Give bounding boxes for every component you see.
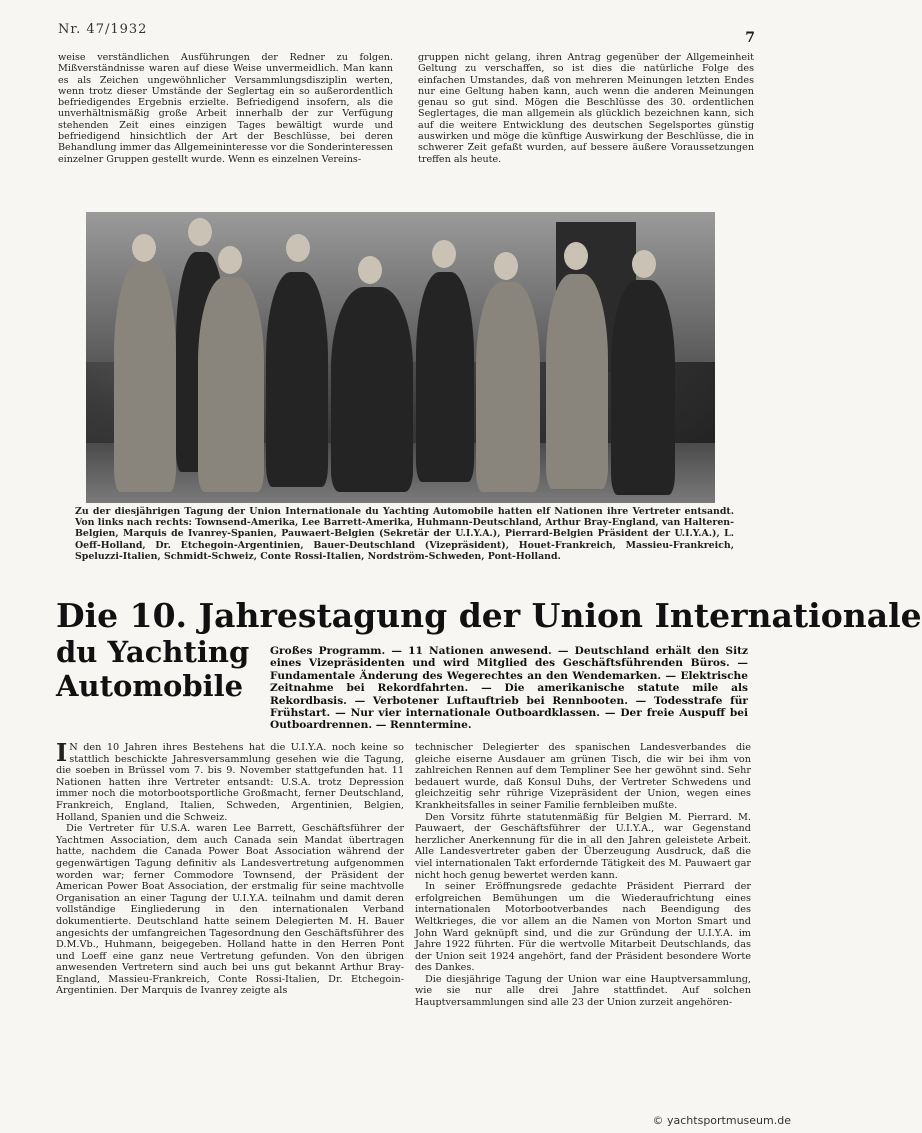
photo-figure	[416, 272, 474, 482]
photo-figure-head	[132, 234, 156, 262]
photo-figure-head	[286, 234, 310, 262]
top-right-paragraph: gruppen nicht gelang, ihren Antrag gegenüber der Allgemeinheit Geltung zu verschaffen, so ist dies die natürliche Folge des einfachen Umstandes, daß von mehreren Meinungen letzten Endes nur eine Geltung haben kann, auch wenn die anderen Meinungen genau so gut sind. Mögen die Beschlüsse des 30. ordentlichen Seglertages, die man allgemein als glücklich bezeichnen kann, sich auf die weitere Entwicklung des deutschen Segelsportes günstig auswirken und möge die künftige Auswirkung der Beschlüsse, die in schwerer Zeit gefaßt wurden, auf bessere äußere Voraussetzungen treffen als heute.	[418, 52, 754, 165]
photo-figure	[266, 272, 328, 487]
photo-figure	[198, 277, 264, 492]
body-left-column	[56, 738, 404, 997]
page-number: 7	[745, 30, 755, 46]
photo-figure	[476, 282, 540, 492]
photo-figure	[114, 262, 176, 492]
photo-figure-head	[494, 252, 518, 280]
photo-figure-head	[188, 218, 212, 246]
photo-figure-head	[358, 256, 382, 284]
photo-figure-head	[632, 250, 656, 278]
body-paragraph: In seiner Eröffnungsrede gedachte Präsident Pierrard der erfolgreichen Bemühungen um die Wiederaufrichtung eines internationalen Motorbootverbandes nach Beendigung des Weltkrieges, die vor allem an die Namen von Morton Smart und John Ward geknüpft sind, und die zur Gründung der U.I.Y.A. im Jahre 1922 führten. Für die wertvolle Mitarbeit Deutschlands, das der Union seit 1924 angehört, fand der Präsident besondere Worte des Dankes.	[415, 881, 751, 974]
body-paragraph-text: N den 10 Jahren ihres Bestehens hat die U.I.Y.A. noch keine so stattlich beschickte Jahresversammlung gesehen wie die Tagung, die soeben in Brüssel vom 7. bis 9. November stattgefunden hat. 11 Nationen hatten ihre Vertreter entsandt: U.S.A. trotz Depression immer noch die motorbootsportliche Großmacht, ferner Deutschland, Frankreich, England, Italien, Schweden, Argentinien, Belgien, Holland, Spanien und die Schweiz.	[56, 742, 404, 823]
top-left-column	[58, 52, 393, 165]
watermark: © yachtsportmuseum.de	[652, 1114, 791, 1127]
issue-number: Nr. 47/1932	[58, 22, 148, 37]
body-paragraph: Den Vorsitz führte statutenmäßig für Belgien M. Pierrard. M. Pauwaert, der Geschäftsführer der U.I.Y.A., war Gegenstand herzlicher Anerkennung für die in all den Jahren geleistete Arbeit. Alle Landesvertreter gaben der Überzeugung Ausdruck, daß die viel internationalen Takt erfordernde Tätigkeit des M. Pauwaert gar nicht hoch genug bewertet werden kann.	[415, 811, 751, 881]
photo-figure-head	[564, 242, 588, 270]
top-right-column	[418, 52, 754, 165]
photo-figure	[331, 287, 413, 492]
article-summary: Großes Programm. — 11 Nationen anwesend. — Deutschland erhält den Sitz eines Vizepräsidenten und wird Mitglied des Geschäftsführenden Büros. — Fundamentale Änderung des Wegerechtes an den Wendemarken. — Elektrische Zeitnahme bei Rekordfahrten. — Die amerikanische statute mile als Rekordbasis. — Verbotener Luftauftrieb bei Rennbooten. — Todesstrafe für Frühstart. — Nur vier internationale Outboardklassen. — Der freie Auspuff bei Outboardrennen. — Renntermine.	[270, 645, 748, 732]
body-paragraph	[56, 738, 404, 823]
article-headline: Die 10. Jahrestagung der Union Internationale	[56, 596, 922, 635]
top-left-paragraph: weise verständlichen Ausführungen der Redner zu folgen. Mißverständnisse waren auf diese Weise unvermeidlich. Man kann es als Zeichen ungewöhnlicher Versammlungsdisziplin werten, wenn trotz dieser Umstände der Seglertag ein so außerordentlich befriedigendes Ergebnis erzielte. Befriedigend insofern, als die unverhältnismäßig große Arbeit innerhalb der zur Verfügung stehenden Zeit eines einzigen Tages bewältigt wurde und befriedigend hinsichtlich der Art der Beschlüsse, bei deren Behandlung immer das Allgemeininteresse vor die Sonderinteressen einzelner Gruppen gestellt wurde. Wenn es einzelnen Vereins-	[58, 52, 393, 165]
article-headline-continued: du Yachting Automobile	[56, 635, 250, 703]
drop-cap: I	[56, 738, 68, 767]
body-right-column	[415, 742, 751, 1009]
photo-figure-head	[218, 246, 242, 274]
photo-figure	[546, 274, 608, 489]
body-paragraph: Die diesjährige Tagung der Union war eine Hauptversammlung, wie sie nur alle drei Jahre stattfindet. Auf solchen Hauptversammlungen sind alle 23 der Union zurzeit angehören-	[415, 973, 751, 1009]
photo-figure	[611, 280, 675, 495]
photo-caption: Zu der diesjährigen Tagung der Union Internationale du Yachting Automobile hatten elf Nationen ihre Vertreter entsandt. Von links nach rechts: Townsend-Amerika, Lee Barrett-Amerika, Huhmann-Deutschland, Arthur Bray-England, van Halteren-Belgien, Marquis de Ivanrey-Spanien, Pauwaert-Belgien (Sekretär der U.I.Y.A.), Pierrard-Belgien Präsident der U.I.Y.A.), L. Oeff-Holland, Dr. Etchegoin-Argentinien, Bauer-Deutschland (Vizepräsident), Houet-Frankreich, Massieu-Frankreich, Speluzzi-Italien, Schmidt-Schweiz, Conte Rossi-Italien, Nordström-Schweden, Pont-Holland.	[75, 506, 734, 562]
group-photo	[86, 212, 715, 503]
body-paragraph: Die Vertreter für U.S.A. waren Lee Barrett, Geschäftsführer der Yachtmen Association, dem auch Canada sein Mandat übertragen hatte, nachdem die Canada Power Boat Association während der gegenwärtigen Tagung definitiv als Landesvertretung aufgenommen worden war; ferner Commodore Townsend, der Präsident der American Power Boat Association, der erstmalig für seine machtvolle Organisation an einer Tagung der U.I.Y.A. teilnahm und damit deren vollständige Eingliederung in den internationalen Verband dokumentierte. Deutschland hatte seinem Delegierten M. H. Bauer angesichts der umfangreichen Tagesordnung den Geschäftsführer des D.M.Vb., Huhmann, beigegeben. Holland hatte in den Herren Pont und Loeff eine ganz neue Vertretung gefunden. Von den übrigen anwesenden Vertretern sind auch bei uns gut bekannt Arthur Bray-England, Massieu-Frankreich, Conte Rossi-Italien, Dr. Etchegoin-Argentinien. Der Marquis de Ivanrey zeigte als	[56, 823, 404, 997]
photo-figure-head	[432, 240, 456, 268]
body-paragraph: technischer Delegierter des spanischen Landesverbandes die gleiche eiserne Ausdauer am grünen Tisch, die wir bei ihm von zahlreichen Rennen auf dem Templiner See her gewöhnt sind. Sehr bedauert wurde, daß Konsul Duhs, der Vertreter Schwedens und gleichzeitig sehr rührige Vizepräsident der Union, wegen eines Krankheitsfalles in seiner Familie fernbleiben mußte.	[415, 742, 751, 811]
